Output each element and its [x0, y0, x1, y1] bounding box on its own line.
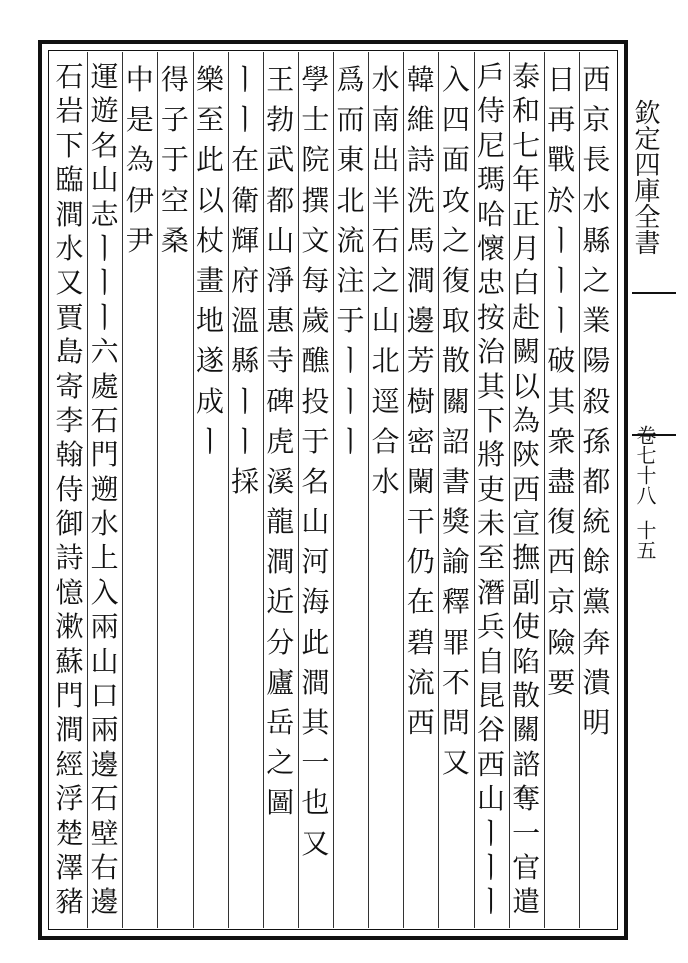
glyph: 關 [512, 713, 541, 747]
glyph: 南 [371, 103, 400, 137]
glyph: 仍 [406, 545, 435, 579]
glyph: 澗 [55, 713, 84, 747]
text-column [195, 60, 225, 462]
glyph: 寺 [266, 344, 295, 378]
glyph: 處 [90, 369, 119, 403]
glyph: 在 [231, 143, 260, 177]
glyph: 密 [406, 424, 435, 458]
glyph: 其 [547, 384, 576, 418]
glyph: 府 [231, 263, 260, 297]
glyph: 罪 [441, 625, 470, 659]
column-rule [368, 52, 369, 928]
glyph: 地 [196, 304, 225, 338]
glyph: 險 [547, 625, 576, 659]
glyph: 西 [582, 63, 611, 96]
text-column [125, 60, 155, 261]
column-rule [228, 52, 229, 928]
column-rule [193, 52, 194, 928]
glyph: 經 [55, 747, 84, 781]
glyph: 澗 [266, 545, 295, 579]
glyph: 餘 [582, 545, 611, 579]
column-rule [474, 52, 475, 928]
glyph: 淨 [266, 263, 295, 297]
glyph: 赴 [512, 300, 541, 334]
glyph: 潰 [582, 665, 611, 699]
glyph: 近 [266, 585, 295, 619]
glyph: 一 [512, 816, 541, 850]
glyph: 陝 [512, 438, 541, 472]
glyph: 戶 [477, 60, 506, 93]
text-column [230, 60, 260, 502]
glyph: 之 [582, 263, 611, 297]
glyph: 侍 [55, 472, 84, 506]
glyph: 明 [582, 706, 611, 739]
glyph: 于 [336, 304, 365, 338]
glyph: 未 [477, 507, 506, 541]
glyph: 按 [477, 300, 506, 334]
glyph: 出 [371, 143, 400, 177]
glyph: 邊 [90, 885, 119, 919]
text-column [300, 60, 330, 864]
glyph: 北 [371, 344, 400, 378]
glyph: 哈 [477, 197, 506, 231]
glyph: 樹 [406, 384, 435, 418]
glyph: 口 [90, 679, 119, 713]
glyph: ㅣ [477, 850, 505, 884]
glyph: 山 [90, 644, 119, 678]
glyph: 水 [90, 507, 119, 541]
glyph: 御 [55, 507, 84, 541]
glyph: 白 [512, 266, 541, 300]
glyph: 成 [196, 384, 225, 418]
column-rule [509, 52, 510, 928]
glyph: 洗 [406, 183, 435, 217]
glyph: 運 [90, 60, 119, 93]
glyph: 流 [336, 223, 365, 257]
text-column [511, 60, 541, 920]
glyph: 獎 [441, 505, 470, 539]
glyph: ㅣ [547, 263, 575, 297]
text-column [406, 60, 436, 743]
glyph: 和 [512, 94, 541, 128]
glyph: 此 [196, 143, 225, 177]
glyph: 廬 [266, 665, 295, 699]
glyph: 分 [266, 625, 295, 659]
glyph: 黨 [582, 585, 611, 619]
column-rule [544, 52, 545, 928]
glyph: 京 [582, 103, 611, 137]
text-column [160, 60, 190, 261]
glyph: 得 [160, 63, 189, 96]
glyph: 士 [301, 103, 330, 137]
glyph: 要 [547, 665, 576, 699]
glyph: 奪 [512, 782, 541, 816]
glyph: 水 [371, 63, 400, 96]
glyph: 圖 [266, 786, 295, 820]
glyph: 問 [441, 706, 470, 739]
glyph: 賈 [55, 300, 84, 334]
glyph: 年 [512, 163, 541, 197]
glyph: 諭 [441, 545, 470, 579]
glyph: 院 [301, 143, 330, 177]
glyph: 岩 [55, 94, 84, 128]
glyph: 遡 [90, 472, 119, 506]
column-rule [438, 52, 439, 928]
glyph: 芳 [406, 344, 435, 378]
glyph: 諮 [512, 747, 541, 781]
glyph: 也 [301, 786, 330, 820]
glyph: 採 [231, 464, 260, 498]
glyph: 其 [301, 706, 330, 739]
glyph: 之 [441, 223, 470, 257]
glyph: 每 [301, 263, 330, 297]
glyph: 都 [266, 183, 295, 217]
glyph: 長 [582, 143, 611, 177]
column-rule [87, 52, 88, 928]
glyph: 蘇 [55, 644, 84, 678]
glyph: 六 [90, 335, 119, 369]
glyph: 而 [336, 103, 365, 137]
glyph: 杖 [196, 223, 225, 257]
glyph: 石 [90, 782, 119, 816]
glyph: 浮 [55, 782, 84, 816]
glyph: 門 [55, 679, 84, 713]
glyph: 之 [266, 746, 295, 780]
glyph: ㅣ [231, 103, 259, 137]
glyph: 四 [441, 103, 470, 137]
glyph: ㅣ [91, 231, 119, 265]
glyph: 又 [441, 746, 470, 780]
book-title: 欽定四庫全書 [630, 99, 660, 255]
glyph: ㅣ [91, 300, 119, 334]
glyph: 戰 [547, 143, 576, 177]
glyph: 王 [266, 63, 295, 96]
glyph: 樂 [196, 63, 225, 96]
glyph: 右 [90, 850, 119, 884]
column-rule [298, 52, 299, 928]
text-column [546, 60, 576, 703]
glyph: 逕 [371, 384, 400, 418]
glyph: 壁 [90, 816, 119, 850]
glyph: 昆 [477, 679, 506, 713]
glyph: 西 [406, 706, 435, 739]
glyph: ㅣ [196, 424, 224, 458]
glyph: 龍 [266, 505, 295, 539]
page-number: 十五 [633, 520, 657, 560]
glyph: 谷 [477, 713, 506, 747]
glyph: 水 [55, 231, 84, 265]
book-title-label [628, 62, 670, 292]
glyph: 西 [477, 747, 506, 781]
glyph: 上 [90, 541, 119, 575]
glyph: 泰 [512, 60, 541, 93]
glyph: ㅣ [231, 424, 259, 458]
glyph: 志 [90, 197, 119, 231]
glyph: 衛 [231, 183, 260, 217]
glyph: 忠 [477, 266, 506, 300]
glyph: 復 [441, 263, 470, 297]
glyph: 兩 [90, 610, 119, 644]
glyph: 在 [406, 585, 435, 619]
glyph: 西 [512, 472, 541, 506]
glyph: 澗 [55, 197, 84, 231]
glyph: 副 [512, 575, 541, 609]
glyph: ㅣ [477, 816, 505, 850]
glyph: 之 [371, 263, 400, 297]
glyph: 使 [512, 610, 541, 644]
glyph: 面 [441, 143, 470, 177]
glyph: 兵 [477, 610, 506, 644]
glyph: 勃 [266, 103, 295, 137]
glyph: 兩 [90, 713, 119, 747]
glyph: 漱 [55, 610, 84, 644]
glyph: 島 [55, 335, 84, 369]
glyph: 澗 [301, 665, 330, 699]
glyph: 縣 [231, 344, 260, 378]
glyph: 衆 [547, 424, 576, 458]
glyph: 至 [196, 103, 225, 137]
glyph: 侍 [477, 94, 506, 128]
text-column [90, 60, 120, 920]
glyph: 名 [90, 128, 119, 162]
glyph: 虎 [266, 424, 295, 458]
glyph: 潛 [477, 575, 506, 609]
glyph: 以 [512, 369, 541, 403]
fish-tail-mark [632, 292, 676, 436]
glyph: 正 [512, 197, 541, 231]
glyph: 將 [477, 438, 506, 472]
glyph: 京 [547, 585, 576, 619]
glyph: 北 [336, 183, 365, 217]
column-rule [403, 52, 404, 928]
glyph: ㅣ [91, 266, 119, 300]
glyph: ㅣ [547, 223, 575, 257]
glyph: 山 [371, 304, 400, 338]
glyph: 遊 [90, 94, 119, 128]
glyph: 陽 [582, 344, 611, 378]
glyph: 遣 [512, 885, 541, 919]
glyph: 孫 [582, 424, 611, 458]
glyph: 澗 [406, 263, 435, 297]
glyph: 是 [125, 103, 154, 137]
glyph: 翰 [55, 438, 84, 472]
glyph: 為 [125, 143, 154, 177]
glyph: 此 [301, 625, 330, 659]
glyph: 文 [301, 223, 330, 257]
glyph: ㅣ [231, 384, 259, 418]
glyph: 奔 [582, 625, 611, 659]
glyph: 子 [160, 103, 189, 137]
glyph: 官 [512, 850, 541, 884]
glyph: ㅣ [337, 384, 365, 418]
glyph: 干 [406, 505, 435, 539]
glyph: 流 [406, 665, 435, 699]
glyph: 水 [582, 183, 611, 217]
glyph: 名 [301, 464, 330, 498]
glyph: 輝 [231, 223, 260, 257]
glyph: 于 [160, 143, 189, 177]
glyph: 楚 [55, 816, 84, 850]
glyph: 殺 [582, 384, 611, 418]
glyph: 散 [441, 344, 470, 378]
glyph: 半 [371, 183, 400, 217]
text-column [336, 60, 366, 462]
glyph: 澤 [55, 850, 84, 884]
glyph: ㅣ [337, 344, 365, 378]
glyph: 投 [301, 384, 330, 418]
glyph: 闕 [512, 335, 541, 369]
glyph: 詩 [406, 143, 435, 177]
glyph: 宣 [512, 507, 541, 541]
glyph: 碑 [266, 384, 295, 418]
glyph: 學 [301, 63, 330, 96]
glyph: 惠 [266, 304, 295, 338]
glyph: 水 [371, 464, 400, 498]
column-rule [333, 52, 334, 928]
glyph: 武 [266, 143, 295, 177]
glyph: 詩 [55, 541, 84, 575]
glyph: 遂 [196, 344, 225, 378]
glyph: 臨 [55, 163, 84, 197]
glyph: 書 [441, 464, 470, 498]
volume-number: 卷七十八 [633, 425, 657, 505]
glyph: 陷 [512, 644, 541, 678]
glyph: 韓 [406, 63, 435, 96]
glyph: 復 [547, 505, 576, 539]
glyph: 海 [301, 585, 330, 619]
text-column [55, 60, 85, 920]
glyph: 攻 [441, 183, 470, 217]
glyph: 山 [477, 782, 506, 816]
glyph: 注 [336, 263, 365, 297]
glyph: 瑪 [477, 163, 506, 197]
glyph: 吏 [477, 472, 506, 506]
glyph: 散 [512, 679, 541, 713]
glyph: 釋 [441, 585, 470, 619]
glyph: 詔 [441, 424, 470, 458]
glyph: 又 [301, 826, 330, 860]
glyph: 石 [90, 403, 119, 437]
volume-label [632, 420, 662, 570]
glyph: 縣 [582, 223, 611, 257]
glyph: 伊 [125, 183, 154, 217]
glyph: 下 [55, 128, 84, 162]
glyph: 於 [547, 183, 576, 217]
glyph: 門 [90, 438, 119, 472]
glyph: 邊 [90, 747, 119, 781]
glyph: 空 [160, 183, 189, 217]
glyph: ㅣ [337, 424, 365, 458]
glyph: 東 [336, 143, 365, 177]
glyph: 山 [90, 163, 119, 197]
glyph: 撫 [512, 541, 541, 575]
glyph: 歲 [301, 304, 330, 338]
glyph: 其 [477, 369, 506, 403]
glyph: 月 [512, 231, 541, 265]
glyph: 憶 [55, 575, 84, 609]
glyph: 入 [90, 575, 119, 609]
glyph: 合 [371, 424, 400, 458]
glyph: 石 [371, 223, 400, 257]
glyph: 撰 [301, 183, 330, 217]
glyph: 不 [441, 665, 470, 699]
glyph: 關 [441, 384, 470, 418]
column-rule [263, 52, 264, 928]
glyph: 業 [582, 304, 611, 338]
glyph: 桑 [160, 223, 189, 257]
glyph: 尼 [477, 128, 506, 162]
glyph: 山 [266, 223, 295, 257]
glyph: 懷 [477, 231, 506, 265]
glyph: ㅣ [547, 304, 575, 338]
glyph: 一 [301, 746, 330, 780]
text-column [441, 60, 471, 783]
glyph: 邊 [406, 304, 435, 338]
glyph: 統 [582, 505, 611, 539]
glyph: 尹 [125, 223, 154, 257]
glyph: 石 [55, 60, 84, 93]
glyph: 豬 [55, 885, 84, 919]
glyph: 中 [125, 63, 154, 96]
column-rule [122, 52, 123, 928]
text-column [476, 60, 506, 920]
column-rule [157, 52, 158, 928]
glyph: 入 [441, 63, 470, 96]
glyph: 再 [547, 103, 576, 137]
glyph: ㅣ [477, 885, 505, 919]
glyph: 馬 [406, 223, 435, 257]
text-column [371, 60, 401, 502]
glyph: 畫 [196, 263, 225, 297]
glyph: 都 [582, 464, 611, 498]
glyph: 溫 [231, 304, 260, 338]
glyph: 取 [441, 304, 470, 338]
glyph: 河 [301, 545, 330, 579]
glyph: 為 [512, 403, 541, 437]
glyph: ㅣ [231, 63, 259, 96]
glyph: 盡 [547, 464, 576, 498]
glyph: 寄 [55, 369, 84, 403]
glyph: 以 [196, 183, 225, 217]
glyph: 闌 [406, 464, 435, 498]
glyph: 破 [547, 344, 576, 378]
glyph: 于 [301, 424, 330, 458]
glyph: 下 [477, 403, 506, 437]
glyph: 山 [301, 505, 330, 539]
glyph: 李 [55, 403, 84, 437]
glyph: 又 [55, 266, 84, 300]
glyph: 至 [477, 541, 506, 575]
glyph: 七 [512, 128, 541, 162]
glyph: 自 [477, 644, 506, 678]
glyph: 岳 [266, 706, 295, 739]
text-column [265, 60, 295, 824]
glyph: 西 [547, 545, 576, 579]
text-column [581, 60, 611, 743]
glyph: 溪 [266, 464, 295, 498]
glyph: 碧 [406, 625, 435, 659]
glyph: 日 [547, 63, 576, 96]
glyph: 治 [477, 335, 506, 369]
glyph: 醮 [301, 344, 330, 378]
glyph: 爲 [336, 63, 365, 96]
column-rule [579, 52, 580, 928]
glyph: 維 [406, 103, 435, 137]
